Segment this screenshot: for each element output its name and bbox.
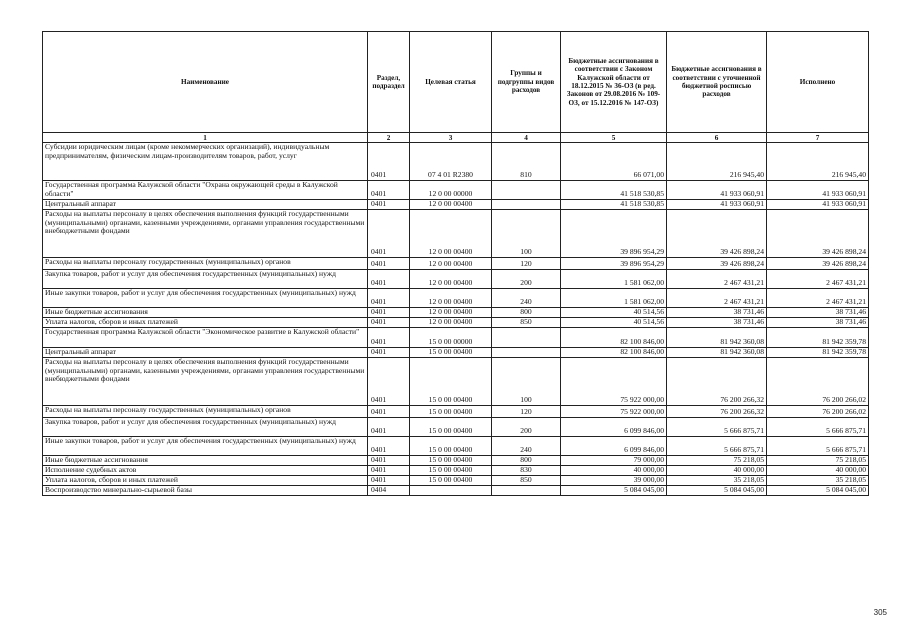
row-name: Расходы на выплаты персоналу в целях обеспечения выполнения функций государственными (муниципальными) органами, казенными учреждениями, органами управления государственными внебюджетными фондами: [43, 358, 368, 406]
row-executed: 39 426 898,24: [767, 258, 869, 270]
row-budget-refined: 75 218,05: [667, 456, 767, 466]
row-section: 0401: [368, 418, 410, 437]
table-row: [43, 437, 869, 456]
row-name: Расходы на выплаты персоналу государственных (муниципальных) органов: [43, 406, 368, 418]
row-executed: 5 666 875,71: [767, 418, 869, 437]
row-budget-refined: 41 933 060,91: [667, 181, 767, 200]
row-name: Уплата налогов, сборов и иных платежей: [43, 476, 368, 486]
table-row: [43, 318, 869, 328]
row-executed: 39 426 898,24: [767, 210, 869, 258]
row-target: 15 0 00 00400: [410, 348, 492, 358]
row-budget-law: 75 922 000,00: [561, 358, 667, 406]
row-section: 0401: [368, 318, 410, 328]
row-name: Государственная программа Калужской области "Экономическое развитие в Калужской области": [43, 328, 368, 348]
row-name: Воспроизводство минерально-сырьевой базы: [43, 486, 368, 496]
row-budget-refined: 39 426 898,24: [667, 258, 767, 270]
row-name: Центральный аппарат: [43, 348, 368, 358]
row-budget-refined: 216 945,40: [667, 143, 767, 181]
row-group: 240: [492, 289, 561, 308]
row-group: 100: [492, 210, 561, 258]
row-section: 0401: [368, 456, 410, 466]
table-row: [43, 308, 869, 318]
row-budget-refined: 5 666 875,71: [667, 418, 767, 437]
row-budget-refined: 5 084 045,00: [667, 486, 767, 496]
row-section: 0401: [368, 358, 410, 406]
row-budget-law: 6 099 846,00: [561, 437, 667, 456]
table-row: [43, 181, 869, 200]
row-target: 12 0 00 00400: [410, 200, 492, 210]
row-executed: 38 731,46: [767, 308, 869, 318]
row-name: Субсидии юридическим лицам (кроме некоммерческих организаций), индивидуальным предпринимателям, физическим лицам-производителям товаров, работ, услуг: [43, 143, 368, 181]
table-row: [43, 210, 869, 258]
header-group: Группы и подгруппы видов расходов: [492, 32, 561, 133]
row-target: 15 0 00 00400: [410, 406, 492, 418]
page-number: 305: [873, 608, 887, 617]
row-target: 15 0 00 00000: [410, 328, 492, 348]
row-group: 120: [492, 258, 561, 270]
row-group: 120: [492, 406, 561, 418]
row-group: [492, 328, 561, 348]
row-budget-law: 40 000,00: [561, 466, 667, 476]
row-section: 0401: [368, 210, 410, 258]
row-budget-refined: 76 200 266,32: [667, 406, 767, 418]
column-number: 2: [368, 133, 410, 143]
row-name: Закупка товаров, работ и услуг для обеспечения государственных (муниципальных) нужд: [43, 270, 368, 289]
row-section: 0401: [368, 143, 410, 181]
row-budget-refined: 81 942 360,08: [667, 348, 767, 358]
row-name: Иные закупки товаров, работ и услуг для обеспечения государственных (муниципальных) нужд: [43, 437, 368, 456]
row-budget-refined: 39 426 898,24: [667, 210, 767, 258]
row-target: 12 0 00 00000: [410, 181, 492, 200]
column-number: 5: [561, 133, 667, 143]
table-row: [43, 358, 869, 406]
row-budget-law: 82 100 846,00: [561, 328, 667, 348]
row-group: [492, 181, 561, 200]
row-group: 850: [492, 318, 561, 328]
row-budget-law: 39 000,00: [561, 476, 667, 486]
row-budget-law: 82 100 846,00: [561, 348, 667, 358]
row-group: [492, 200, 561, 210]
column-number-row: [43, 133, 869, 143]
row-group: 830: [492, 466, 561, 476]
table-body: [43, 143, 869, 496]
table-row: [43, 258, 869, 270]
row-budget-law: 41 518 530,85: [561, 181, 667, 200]
row-group: 200: [492, 270, 561, 289]
table-row: [43, 456, 869, 466]
row-executed: 75 218,05: [767, 456, 869, 466]
table-row: [43, 200, 869, 210]
row-target: 12 0 00 00400: [410, 210, 492, 258]
row-budget-law: 79 000,00: [561, 456, 667, 466]
row-budget-refined: 2 467 431,21: [667, 289, 767, 308]
row-section: 0401: [368, 348, 410, 358]
row-target: 12 0 00 00400: [410, 318, 492, 328]
row-section: 0404: [368, 486, 410, 496]
header-executed: Исполнено: [767, 32, 869, 133]
row-executed: 5 084 045,00: [767, 486, 869, 496]
row-target: 15 0 00 00400: [410, 418, 492, 437]
column-number: 7: [767, 133, 869, 143]
row-section: 0401: [368, 466, 410, 476]
row-budget-law: 66 071,00: [561, 143, 667, 181]
row-group: 240: [492, 437, 561, 456]
row-name: Иные бюджетные ассигнования: [43, 456, 368, 466]
row-executed: 40 000,00: [767, 466, 869, 476]
row-budget-refined: 5 666 875,71: [667, 437, 767, 456]
row-section: 0401: [368, 270, 410, 289]
row-group: 100: [492, 358, 561, 406]
row-executed: 76 200 266,02: [767, 358, 869, 406]
row-budget-law: 1 581 062,00: [561, 270, 667, 289]
table-row: [43, 328, 869, 348]
row-section: 0401: [368, 476, 410, 486]
header-row: [43, 32, 869, 133]
row-executed: 81 942 359,78: [767, 348, 869, 358]
row-group: 850: [492, 476, 561, 486]
row-section: 0401: [368, 289, 410, 308]
row-target: 12 0 00 00400: [410, 289, 492, 308]
column-number: 3: [410, 133, 492, 143]
row-section: 0401: [368, 258, 410, 270]
row-budget-law: 40 514,56: [561, 308, 667, 318]
table-row: [43, 486, 869, 496]
header-section: Раздел, подраздел: [368, 32, 410, 133]
column-number: 1: [43, 133, 368, 143]
row-target: 15 0 00 00400: [410, 437, 492, 456]
table-row: [43, 143, 869, 181]
row-target: 12 0 00 00400: [410, 270, 492, 289]
row-executed: 38 731,46: [767, 318, 869, 328]
row-executed: 216 945,40: [767, 143, 869, 181]
table-row: [43, 289, 869, 308]
row-name: Расходы на выплаты персоналу в целях обеспечения выполнения функций государственными (муниципальными) органами, казенными учреждениями, органами управления государственными внебюджетными фондами: [43, 210, 368, 258]
row-group: [492, 486, 561, 496]
table-row: [43, 466, 869, 476]
table-row: [43, 418, 869, 437]
row-group: 810: [492, 143, 561, 181]
row-name: Расходы на выплаты персоналу государственных (муниципальных) органов: [43, 258, 368, 270]
row-name: Исполнение судебных актов: [43, 466, 368, 476]
row-budget-law: 39 896 954,29: [561, 210, 667, 258]
row-section: 0401: [368, 437, 410, 456]
column-number: 4: [492, 133, 561, 143]
row-budget-refined: 38 731,46: [667, 318, 767, 328]
row-group: [492, 348, 561, 358]
row-executed: 41 933 060,91: [767, 181, 869, 200]
table-row: [43, 406, 869, 418]
row-target: 15 0 00 00400: [410, 358, 492, 406]
row-group: 800: [492, 308, 561, 318]
row-section: 0401: [368, 200, 410, 210]
row-executed: 41 933 060,91: [767, 200, 869, 210]
budget-table: [42, 31, 869, 496]
row-name: Уплата налогов, сборов и иных платежей: [43, 318, 368, 328]
row-budget-law: 5 084 045,00: [561, 486, 667, 496]
row-target: 15 0 00 00400: [410, 456, 492, 466]
row-budget-law: 1 581 062,00: [561, 289, 667, 308]
row-budget-refined: 41 933 060,91: [667, 200, 767, 210]
row-executed: 2 467 431,21: [767, 270, 869, 289]
table-row: [43, 270, 869, 289]
row-group: 800: [492, 456, 561, 466]
row-name: Центральный аппарат: [43, 200, 368, 210]
row-budget-law: 40 514,56: [561, 318, 667, 328]
row-executed: 76 200 266,02: [767, 406, 869, 418]
row-target: [410, 486, 492, 496]
row-name: Иные бюджетные ассигнования: [43, 308, 368, 318]
row-budget-refined: 38 731,46: [667, 308, 767, 318]
row-name: Государственная программа Калужской области "Охрана окружающей среды в Калужской области": [43, 181, 368, 200]
header-target: Целевая статья: [410, 32, 492, 133]
row-target: 15 0 00 00400: [410, 476, 492, 486]
row-budget-law: 75 922 000,00: [561, 406, 667, 418]
row-executed: 5 666 875,71: [767, 437, 869, 456]
table-row: [43, 476, 869, 486]
row-budget-law: 41 518 530,85: [561, 200, 667, 210]
row-section: 0401: [368, 406, 410, 418]
header-budget-refined: Бюджетные ассигнования в соответствии с уточненной бюджетной росписью расходов: [667, 32, 767, 133]
row-budget-refined: 35 218,05: [667, 476, 767, 486]
row-budget-refined: 2 467 431,21: [667, 270, 767, 289]
row-budget-law: 6 099 846,00: [561, 418, 667, 437]
row-budget-refined: 81 942 360,08: [667, 328, 767, 348]
row-target: 07 4 01 R2380: [410, 143, 492, 181]
row-executed: 2 467 431,21: [767, 289, 869, 308]
row-budget-refined: 76 200 266,32: [667, 358, 767, 406]
row-budget-law: 39 896 954,29: [561, 258, 667, 270]
row-target: 12 0 00 00400: [410, 258, 492, 270]
row-section: 0401: [368, 308, 410, 318]
table-row: [43, 348, 869, 358]
row-target: 15 0 00 00400: [410, 466, 492, 476]
row-budget-refined: 40 000,00: [667, 466, 767, 476]
row-target: 12 0 00 00400: [410, 308, 492, 318]
header-budget-law: Бюджетные ассигнования в соответствии с Законом Калужской области от 18.12.2015 № 36-ОЗ (в ред. Законов от 29.08.2016 № 109-ОЗ, от 15.12.2016 № 147-ОЗ): [561, 32, 667, 133]
row-executed: 35 218,05: [767, 476, 869, 486]
column-number: 6: [667, 133, 767, 143]
row-section: 0401: [368, 328, 410, 348]
row-section: 0401: [368, 181, 410, 200]
row-name: Иные закупки товаров, работ и услуг для обеспечения государственных (муниципальных) нужд: [43, 289, 368, 308]
row-executed: 81 942 359,78: [767, 328, 869, 348]
header-name: Наименование: [43, 32, 368, 133]
row-group: 200: [492, 418, 561, 437]
row-name: Закупка товаров, работ и услуг для обеспечения государственных (муниципальных) нужд: [43, 418, 368, 437]
